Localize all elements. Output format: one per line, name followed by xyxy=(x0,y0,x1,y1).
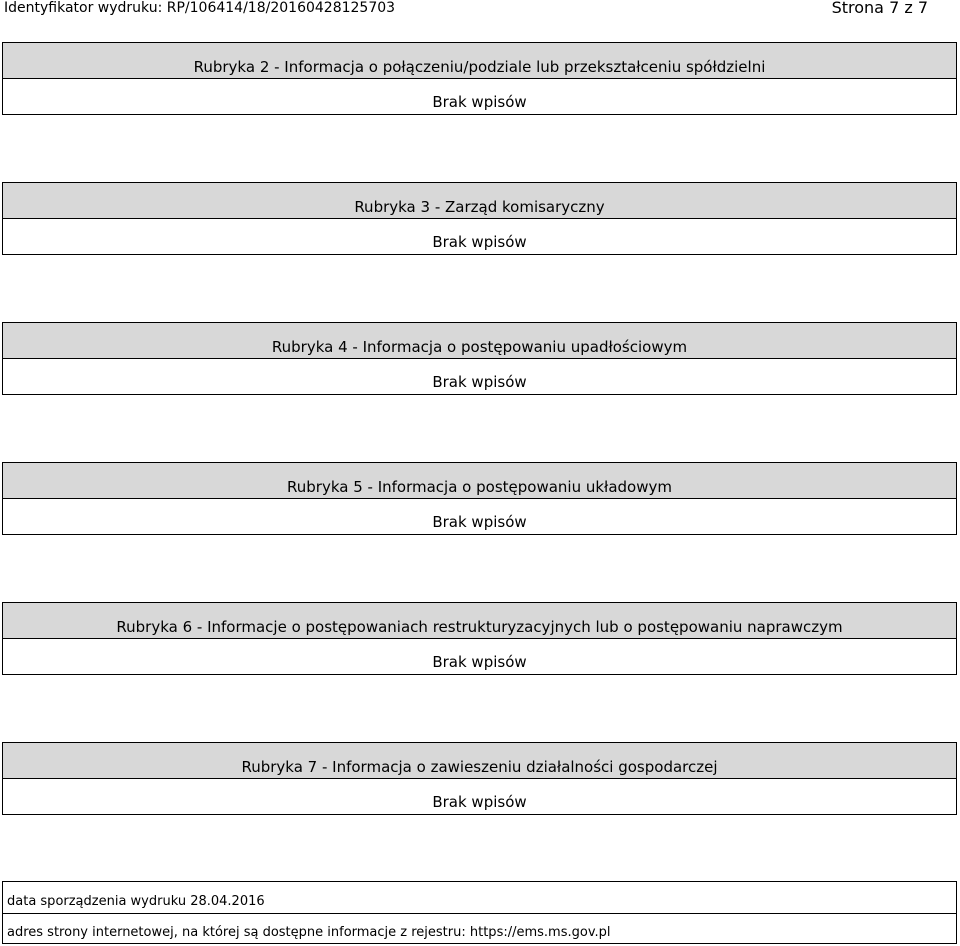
section-title: Rubryka 6 - Informacje o postępowaniach restrukturyzacyjnych lub o postępowaniu naprawczym xyxy=(3,603,956,639)
section-rubryka-5 xyxy=(2,462,957,535)
print-footer xyxy=(2,881,957,944)
page-number: Strona 7 z 7 xyxy=(831,0,928,17)
section-body: Brak wpisów xyxy=(432,792,527,811)
section-body: Brak wpisów xyxy=(432,512,527,531)
section-body: Brak wpisów xyxy=(432,372,527,391)
print-date: data sporządzenia wydruku 28.04.2016 xyxy=(7,894,265,909)
section-title: Rubryka 2 - Informacja o połączeniu/podziale lub przekształceniu spółdzielni xyxy=(3,43,956,79)
section-title: Rubryka 5 - Informacja o postępowaniu układowym xyxy=(3,463,956,499)
registry-address: adres strony internetowej, na której są dostępne informacje z rejestru: https://ems.ms.gov.pl xyxy=(3,913,956,944)
section-title: Rubryka 4 - Informacja o postępowaniu upadłościowym xyxy=(3,323,956,359)
section-rubryka-3 xyxy=(2,182,957,255)
section-body: Brak wpisów xyxy=(432,232,527,251)
section-title: Rubryka 7 - Informacja o zawieszeniu działalności gospodarczej xyxy=(3,743,956,779)
section-rubryka-4 xyxy=(2,322,957,395)
section-body: Brak wpisów xyxy=(432,92,527,111)
section-rubryka-6 xyxy=(2,602,957,675)
section-rubryka-2 xyxy=(2,42,957,115)
section-title: Rubryka 3 - Zarząd komisaryczny xyxy=(3,183,956,219)
section-rubryka-7 xyxy=(2,742,957,815)
section-body: Brak wpisów xyxy=(432,652,527,671)
print-identifier: Identyfikator wydruku: RP/106414/18/20160428125703 xyxy=(4,0,396,16)
